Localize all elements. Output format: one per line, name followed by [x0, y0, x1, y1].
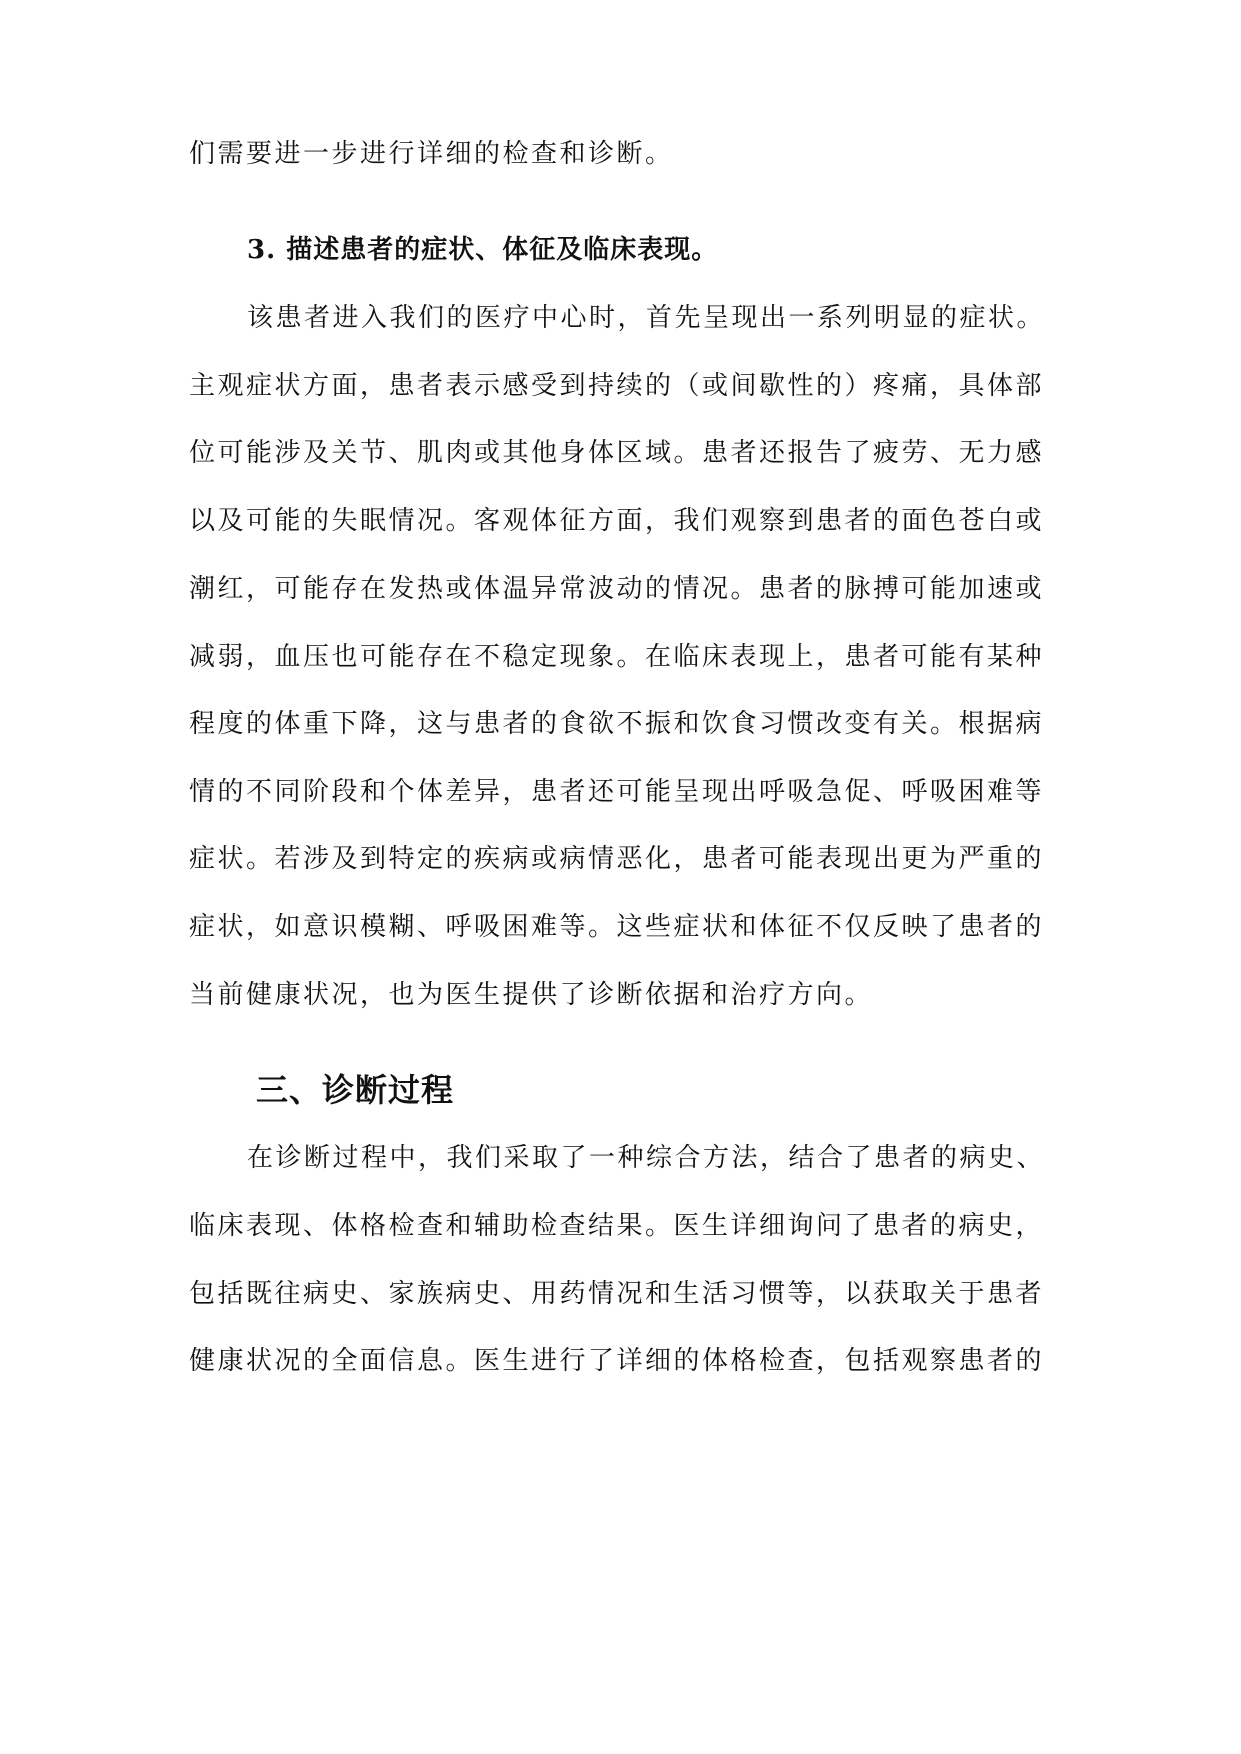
paragraph-line: 程度的体重下降，这与患者的食欲不振和饮食习惯改变有关。根据病	[189, 709, 1045, 739]
paragraph-line: 当前健康状况，也为医生提供了诊断依据和治疗方向。	[189, 980, 874, 1010]
paragraph-line: 该患者进入我们的医疗中心时，首先呈现出一系列明显的症状。	[247, 303, 1046, 333]
paragraph-line: 临床表现、体格检查和辅助检查结果。医生详细询问了患者的病史，	[189, 1211, 1045, 1241]
paragraph-line: 包括既往病史、家族病史、用药情况和生活习惯等，以获取关于患者	[189, 1279, 1045, 1309]
paragraph-line: 在诊断过程中，我们采取了一种综合方法，结合了患者的病史、	[247, 1143, 1046, 1173]
subsection-heading: 3. 描述患者的症状、体征及临床表现。	[247, 235, 719, 265]
paragraph-line: 减弱，血压也可能存在不稳定现象。在临床表现上，患者可能有某种	[189, 642, 1045, 672]
paragraph-line: 主观症状方面，患者表示感受到持续的（或间歇性的）疼痛，具体部	[189, 371, 1045, 401]
paragraph-line: 潮红，可能存在发热或体温异常波动的情况。患者的脉搏可能加速或	[189, 574, 1045, 604]
paragraph-line: 症状，如意识模糊、呼吸困难等。这些症状和体征不仅反映了患者的	[189, 912, 1045, 942]
paragraph-line: 们需要进一步进行详细的检查和诊断。	[189, 139, 674, 169]
section-heading: 三、诊断过程	[256, 1071, 455, 1109]
paragraph-line: 情的不同阶段和个体差异，患者还可能呈现出呼吸急促、呼吸困难等	[189, 777, 1045, 807]
paragraph-line: 位可能涉及关节、肌肉或其他身体区域。患者还报告了疲劳、无力感	[189, 438, 1045, 468]
paragraph-line: 健康状况的全面信息。医生进行了详细的体格检查，包括观察患者的	[189, 1346, 1045, 1376]
paragraph-line: 以及可能的失眠情况。客观体征方面，我们观察到患者的面色苍白或	[189, 506, 1045, 536]
paragraph-line: 症状。若涉及到特定的疾病或病情恶化，患者可能表现出更为严重的	[189, 844, 1045, 874]
